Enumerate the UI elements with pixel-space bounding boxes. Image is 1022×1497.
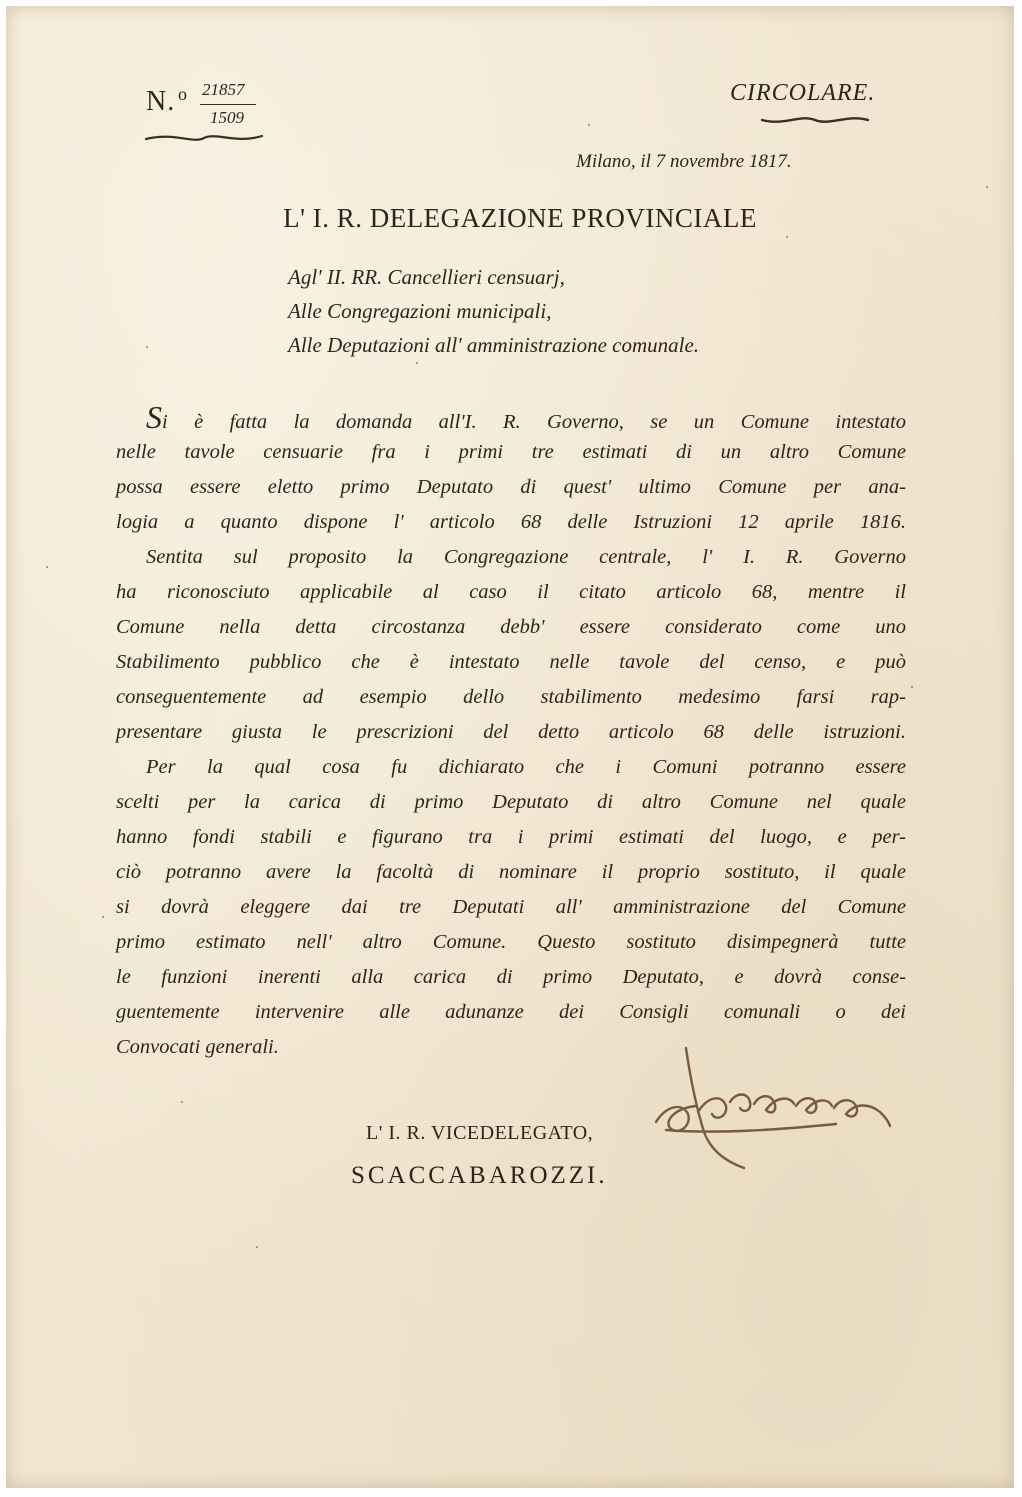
paper-speck (181, 1101, 183, 1103)
body-line: Convocati generali. (116, 1036, 279, 1058)
body-line: Si è fatta la domanda all'I. R. Governo, se un Comune intestato (146, 399, 906, 435)
document-type: CIRCOLARE. (730, 80, 876, 106)
paper-speck (911, 686, 913, 688)
body-line: Sentita sul proposito la Congregazione centrale, l' I. R. Governo (146, 546, 906, 568)
paper-speck (256, 1246, 258, 1248)
number-fraction-bar (200, 104, 256, 105)
body-line: hanno fondi stabili e figurano tra i primi estimati del luogo, e per- (116, 826, 906, 848)
paper-speck (588, 124, 590, 126)
type-swash-ornament (760, 112, 870, 128)
addressee-line: Alle Deputazioni all' amministrazione comunale. (288, 333, 700, 357)
paper-speck (786, 236, 788, 238)
body-line: si dovrà eleggere dai tre Deputati all' amministrazione del Comune (116, 896, 906, 918)
body-line: ha riconosciuto applicabile al caso il citato articolo 68, mentre il (116, 581, 906, 603)
body-line: Stabilimento pubblico che è intestato nelle tavole del censo, e può (116, 651, 906, 673)
body-line: le funzioni inerenti alla carica di primo Deputato, e dovrà conse- (116, 966, 906, 988)
body-line: Comune nella detta circostanza debb' essere considerato come uno (116, 616, 906, 638)
number-bottom: 1509 (210, 108, 244, 127)
paper-speck (416, 362, 418, 364)
signatory-name: SCACCABAROZZI. (351, 1162, 608, 1189)
number-label: N. (146, 86, 176, 117)
body-line: guentemente intervenire alle adunanze dei Consigli comunali o dei (116, 1001, 906, 1023)
body-line: scelti per la carica di primo Deputato di altro Comune nel quale (116, 791, 906, 813)
body-line: logia a quanto dispone l' articolo 68 delle Istruzioni 12 aprile 1816. (116, 511, 906, 533)
body-line: primo estimato nell' altro Comune. Questo sostituto disimpegnerà tutte (116, 931, 906, 953)
signatory-title: L' I. R. VICEDELEGATO, (366, 1122, 594, 1144)
paper-speck (102, 916, 104, 918)
dateline: Milano, il 7 novembre 1817. (576, 151, 792, 172)
body-line: conseguentemente ad esempio dello stabilimento medesimo farsi rap- (116, 686, 906, 708)
body-line: ciò potranno avere la facoltà di nominare il proprio sostituto, il quale (116, 861, 906, 883)
number-superscript: o (178, 84, 187, 104)
issuing-authority-heading: L' I. R. DELEGAZIONE PROVINCIALE (283, 203, 757, 233)
addressee-line: Agl' II. RR. Cancellieri censuarj, (288, 265, 565, 289)
body-line: nelle tavole censuarie fra i primi tre estimati di un altro Comune (116, 441, 906, 463)
number-swash-ornament (144, 130, 264, 146)
paper-speck (986, 186, 988, 188)
circular-body (116, 400, 906, 1065)
drop-cap: S (146, 399, 162, 435)
addressee-line: Alle Congregazioni municipali, (288, 299, 552, 323)
body-line: possa essere eletto primo Deputato di quest' ultimo Comune per ana- (116, 476, 906, 498)
addressees (288, 260, 699, 362)
document-sheet (6, 6, 1014, 1488)
paper-speck (146, 346, 148, 348)
body-line: Per la qual cosa fu dichiarato che i Comuni potranno essere (146, 756, 906, 778)
number-top: 21857 (202, 80, 245, 99)
handwritten-signature (626, 1036, 896, 1176)
paper-speck (46, 566, 48, 568)
body-line: presentare giusta le prescrizioni del detto articolo 68 delle istruzioni. (116, 721, 906, 743)
